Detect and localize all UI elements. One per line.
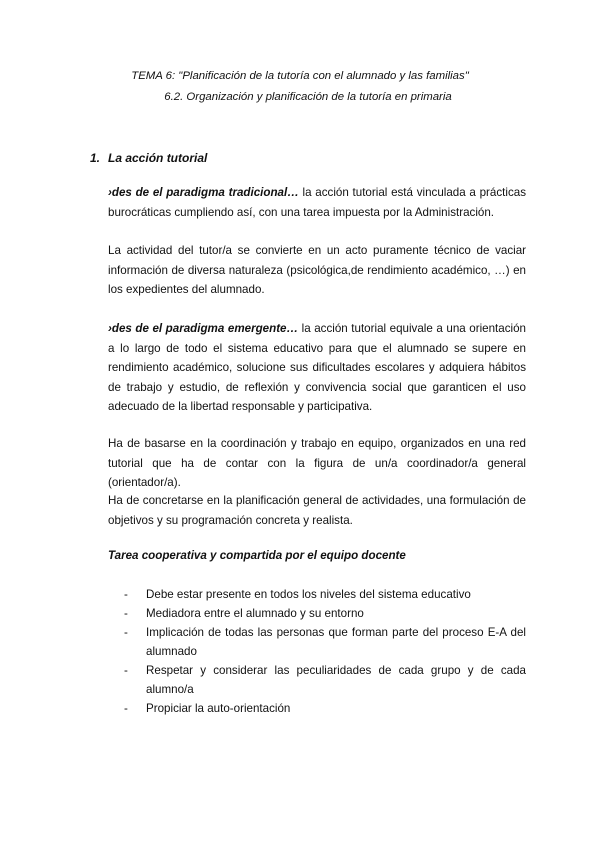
list-item-text: Propiciar la auto-orientación [146,702,291,715]
list-item [124,604,526,623]
paragraph-coordination [108,434,526,493]
section-heading [90,151,207,165]
list-item [124,623,526,661]
paragraph-tutor-role [108,241,526,300]
subheading: Tarea cooperativa y compartida por el equipo docente [108,549,406,562]
bullet-dash: - [124,664,128,677]
section-number: 1. [90,151,101,165]
paragraph-text: la acción tutorial equivale a una orientación a lo largo de todo el sistema educativo para que el alumnado se supere en rendimiento académico, solucione sus dificultades escolares y adquiera hábitos de trabajo y estudio, de reflexión y convivencia social que garanticen el uso adecuado de la libertad responsable y participativa. [108,322,526,413]
paragraph-lead: ›des de el paradigma emergente… [108,322,299,335]
bullet-dash: - [124,607,128,620]
bullet-dash: - [124,588,128,601]
paragraph-lead: ›des de el paradigma tradicional… [108,186,299,199]
topic-title: TEMA 6: "Planificación de la tutoría con el alumnado y las familias" [131,70,469,82]
list-item-text: Debe estar presente en todos los niveles del sistema educativo [146,588,471,601]
bullet-dash: - [124,702,128,715]
paragraph-text: Ha de basarse en la coordinación y trabajo en equipo, organizados en una red tutorial que ha de contar con la figura de un/a coordinador/a general (orientador/a). [108,437,526,489]
paragraph-text: Ha de concretarse en la planificación general de actividades, una formulación de objetivos y su programación concreta y realista. [108,494,526,527]
bullet-list [124,585,526,718]
bullet-dash: - [124,626,128,639]
section-title: La acción tutorial [108,151,208,165]
paragraph-emergent [108,319,526,417]
list-item [124,661,526,699]
list-item [124,699,526,718]
paragraph-traditional [108,183,526,222]
list-item [124,585,526,604]
subtopic-title: 6.2. Organización y planificación de la tutoría en primaria [164,91,452,103]
list-item-text: Mediadora entre el alumnado y su entorno [146,607,364,620]
list-item-text: Implicación de todas las personas que forman parte del proceso E-A del alumnado [146,626,526,658]
paragraph-text: La actividad del tutor/a se convierte en un acto puramente técnico de vaciar información de diversa naturaleza (psicológica,de rendimiento académico, …) en los expedientes del alumnado. [108,244,526,296]
paragraph-planning [108,491,526,530]
paragraph-text: la acción tutorial está vinculada a prácticas burocráticas cumpliendo así, con una tarea impuesta por la Administración. [108,186,526,219]
list-item-text: Respetar y considerar las peculiaridades de cada grupo y de cada alumno/a [146,664,526,696]
